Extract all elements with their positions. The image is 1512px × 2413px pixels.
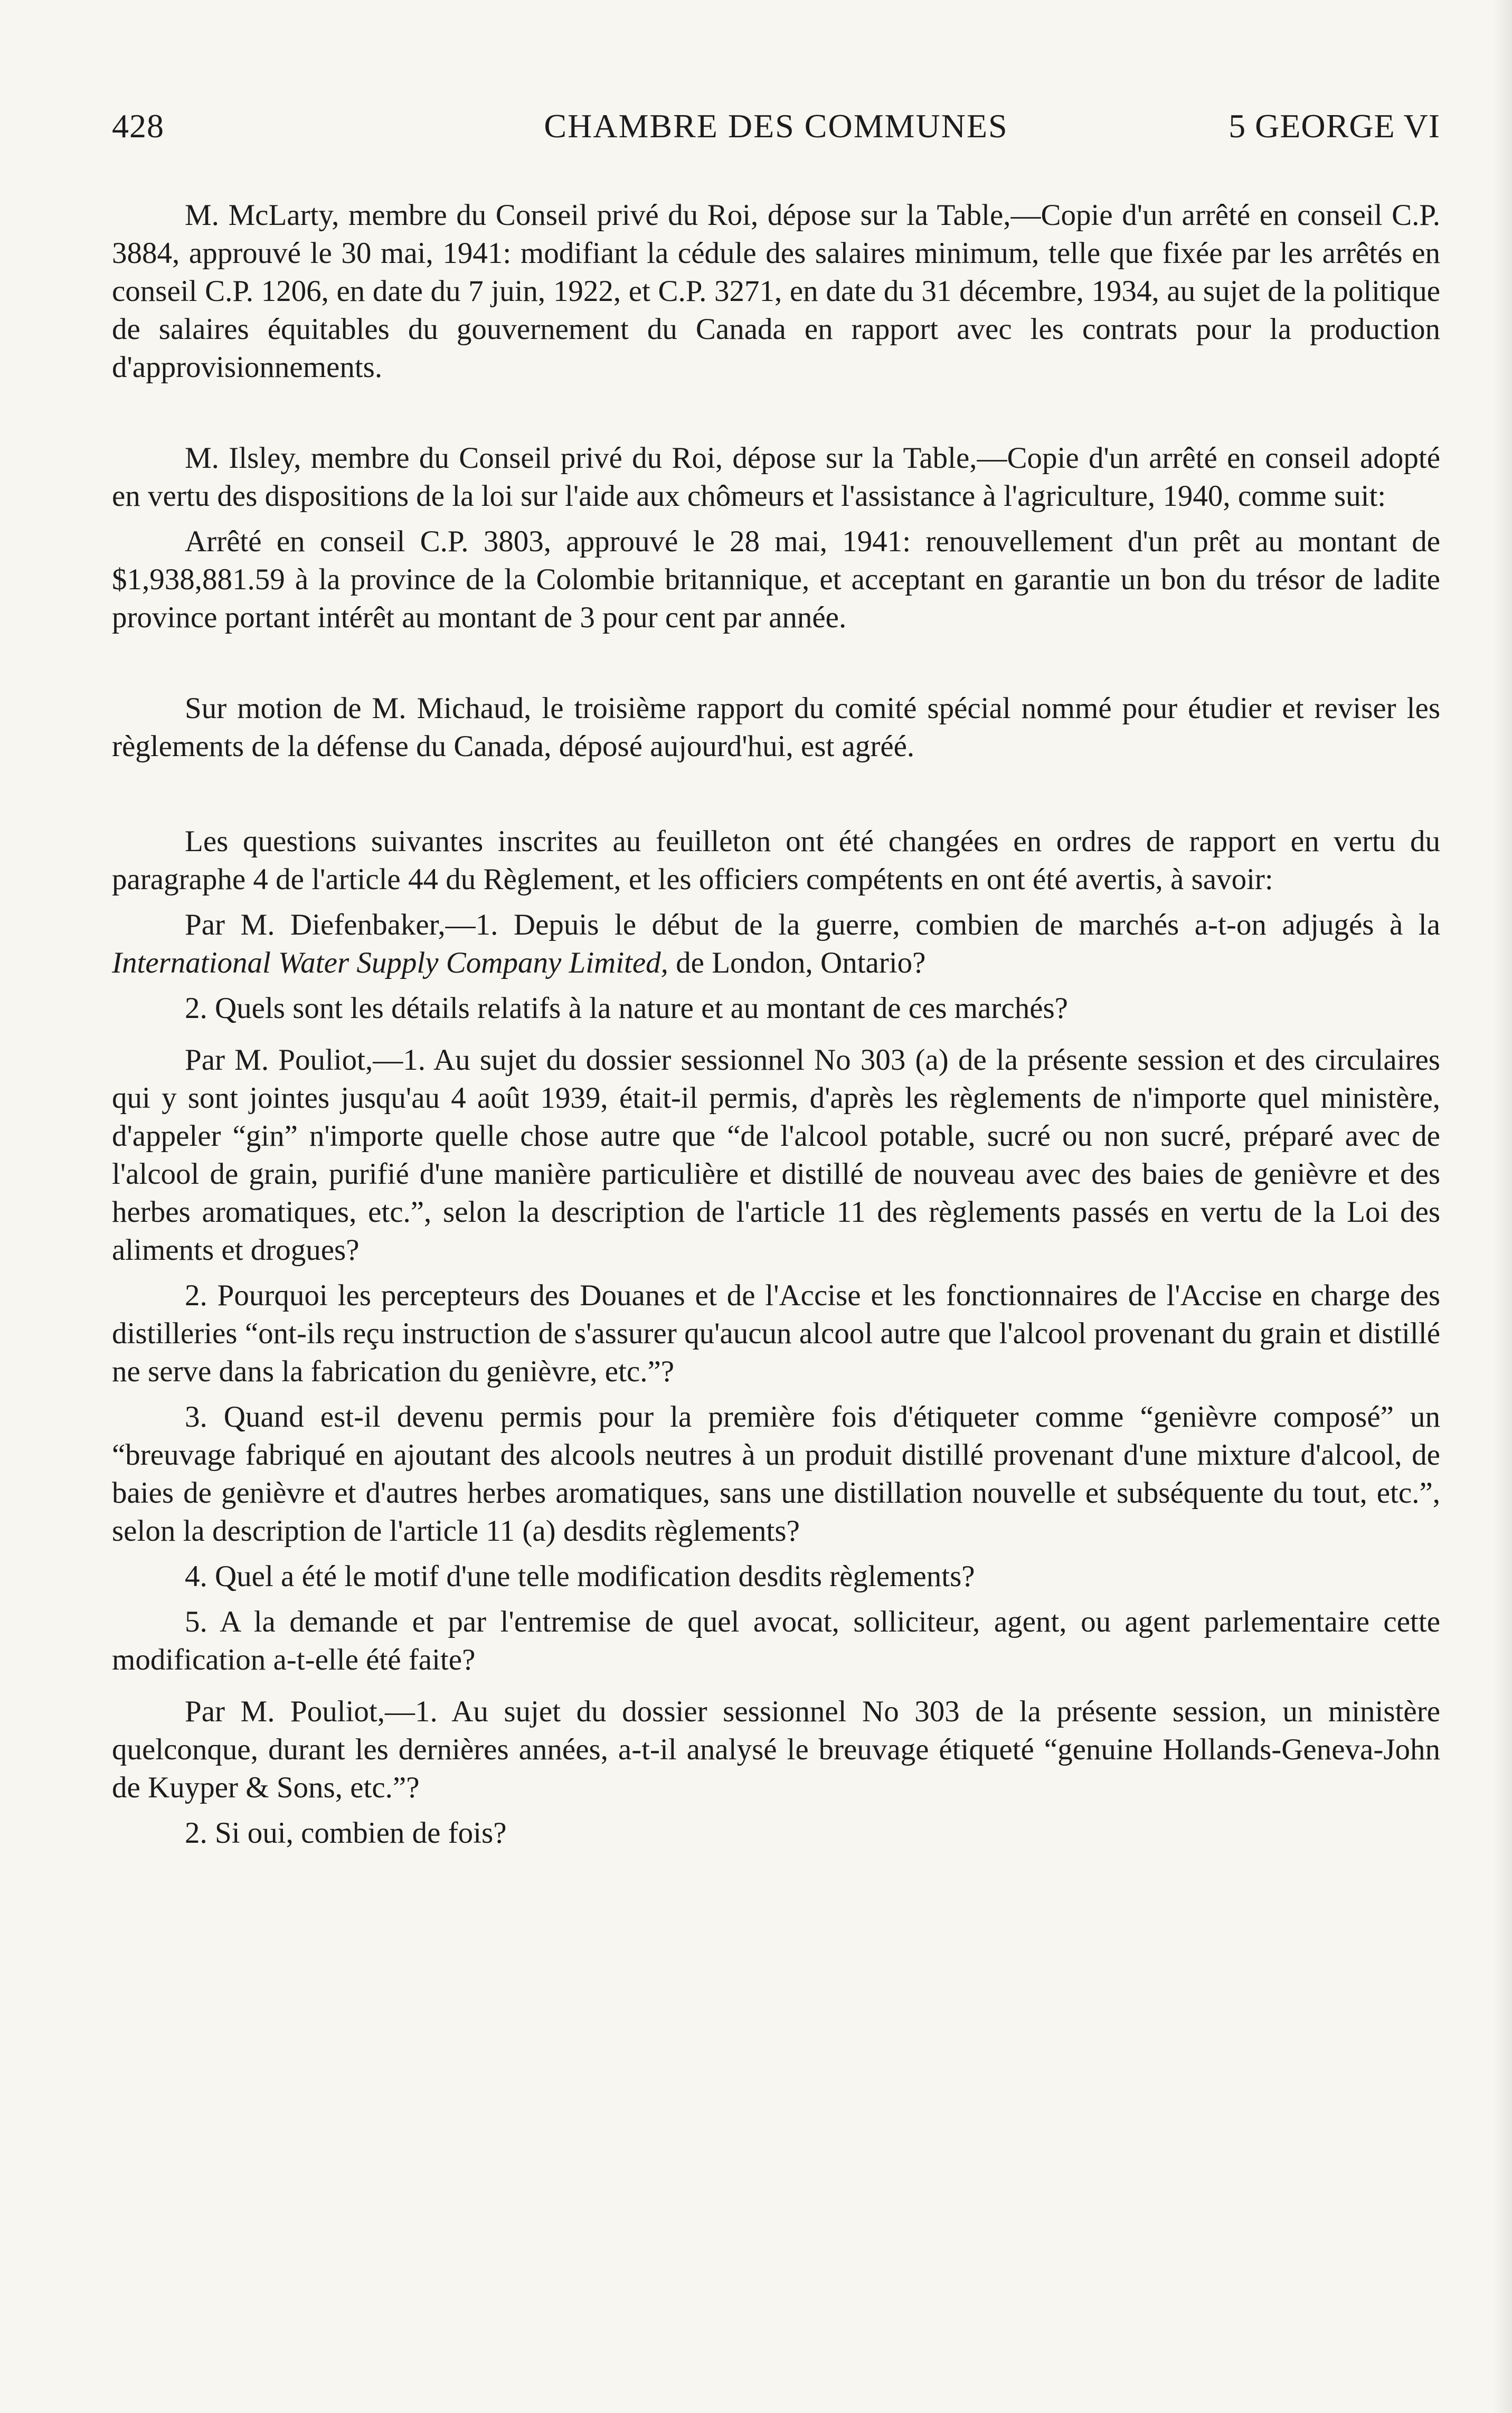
page-title: CHAMBRE DES COMMUNES [544, 107, 1008, 145]
page-edge-shadow [1493, 0, 1512, 2413]
paragraph-pouliot-question-3: 3. Quand est-il devenu permis pour la première fois d'étiqueter comme “genièvre composé” un “breuvage fabriqué en ajoutant des alcools neutres à un produit distillé provenant d'une mixture d'alcool, de baies de genièvre et d'autres herbes aromatiques, sans une distillation nouvelle et subséquente du tout, etc.”, selon la description de l'article 11 (a) desdits règlements? [112, 1400, 1440, 1548]
session-label: 5 GEORGE VI [1228, 107, 1440, 145]
paragraph-pouliot-second-question-1: Par M. Pouliot,—1. Au sujet du dossier sessionnel No 303 de la présente session, un ministère quelconque, durant les dernières années, a-t-il analysé le breuvage étiqueté “genuine Hollands-Geneva-John de Kuyper & Sons, etc.”? [112, 1695, 1440, 1804]
paragraph-pouliot-question-1: Par M. Pouliot,—1. Au sujet du dossier sessionnel No 303 (a) de la présente session et des circulaires qui y sont jointes jusqu'au 4 août 1939, était-il permis, d'après les règlements de n'importe quel ministère, d'appeler “gin” n'importe quelle chose autre que “de l'alcool potable, sucré ou non sucré, préparé avec de l'alcool de grain, purifié d'une manière particulière et distillé de nouveau avec des baies de genièvre et des herbes aromatiques, etc.”, selon la description de l'article 11 des règlements passés en vertu de la Loi des aliments et drogues? [112, 1043, 1440, 1267]
page-number: 428 [112, 107, 164, 145]
running-header [112, 103, 1440, 149]
question-text-start: Par M. Diefenbaker,—1. Depuis le début de la guerre, combien de marchés a-t-on adjugés à la [185, 908, 1440, 941]
paragraph-questions-intro: Les questions suivantes inscrites au feuilleton ont été changées en ordres de rapport en vertu du paragraphe 4 de l'article 44 du Règlement, et les officiers compétents en ont été avertis, à savoir: [112, 825, 1440, 896]
paragraph-pouliot-question-5: 5. A la demande et par l'entremise de quel avocat, solliciteur, agent, ou agent parlementaire cette modification a-t-elle été faite? [112, 1605, 1440, 1676]
paragraph-ilsley-tabling: M. Ilsley, membre du Conseil privé du Roi, dépose sur la Table,—Copie d'un arrêté en conseil adopté en vertu des dispositions de la loi sur l'aide aux chômeurs et l'assistance à l'agriculture, 1940, comme suit: [112, 441, 1440, 513]
paragraph-order-in-council: Arrêté en conseil C.P. 3803, approuvé le 28 mai, 1941: renouvellement d'un prêt au montant de $1,938,881.59 à la province de la Colombie britannique, et acceptant en garantie un bon du trésor de ladite province portant intérêt au montant de 3 pour cent par année. [112, 525, 1440, 634]
paragraph-pouliot-question-2: 2. Pourquoi les percepteurs des Douanes et de l'Accise et les fonctionnaires de l'Accise en charge des distilleries “ont-ils reçu instruction de s'assurer qu'aucun alcool autre que l'alcool provenant du grain et distillé ne serve dans la fabrication du genièvre, etc.”? [112, 1279, 1440, 1388]
paragraph-mclarty-tabling: M. McLarty, membre du Conseil privé du Roi, dépose sur la Table,—Copie d'un arrêté en conseil C.P. 3884, approuvé le 30 mai, 1941: modifiant la cédule des salaires minimum, telle que fixée par les arrêtés en conseil C.P. 1206, en date du 7 juin, 1922, et C.P. 3271, en date du 31 décembre, 1934, au sujet de la politique de salaires équitables du gouvernement du Canada en rapport avec les contrats pour la production d'approvisionnements. [112, 199, 1440, 384]
paragraph-diefenbaker-question [112, 906, 1440, 982]
paragraph-pouliot-second-question-2: 2. Si oui, combien de fois? [185, 1816, 507, 1850]
document-body [112, 196, 1440, 1852]
paragraph-michaud-motion: Sur motion de M. Michaud, le troisième rapport du comité spécial nommé pour étudier et reviser les règlements de la défense du Canada, déposé aujourd'hui, est agréé. [112, 692, 1440, 763]
paragraph-diefenbaker-question-2: 2. Quels sont les détails relatifs à la nature et au montant de ces marchés? [185, 992, 1068, 1025]
paragraph-pouliot-question-4: 4. Quel a été le motif d'une telle modification desdits règlements? [185, 1560, 975, 1593]
company-name: International Water Supply Company Limited, [112, 946, 668, 979]
question-text-end: de London, Ontario? [668, 946, 926, 979]
document-page [112, 103, 1440, 2374]
